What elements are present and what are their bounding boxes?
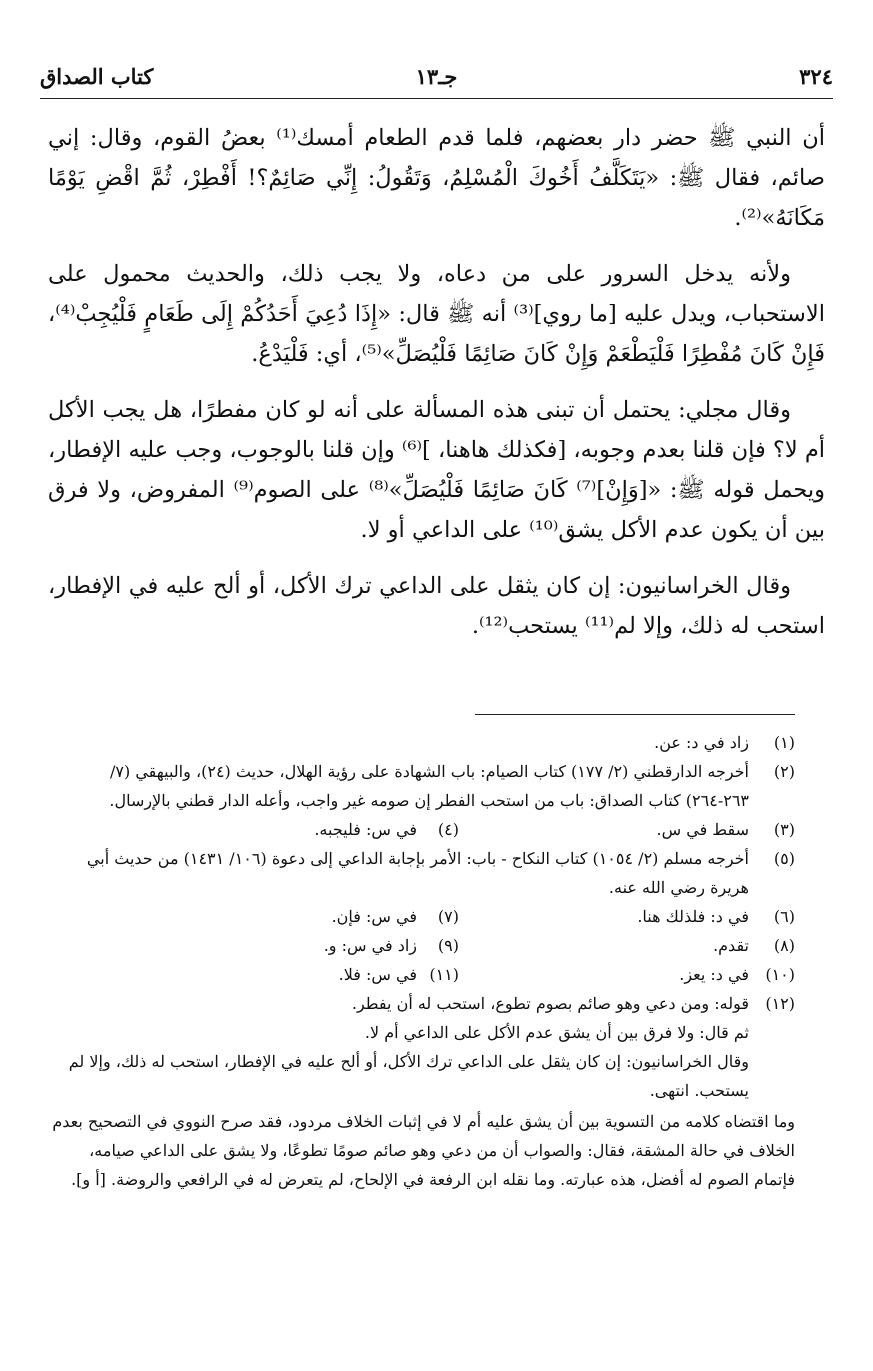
footnote-number: (١) — [773, 733, 795, 752]
footnotes — [50, 728, 795, 1194]
volume-number: جـ١٣ — [415, 64, 458, 89]
paragraph: أن النبي ﷺ حضر دار بعضهم، فلما قدم الطعام أمسك⁽¹⁾ بعضُ القوم، وقال: إني صائم، فقال ﷺ: «يَتَكَلَّفُ أَخُوكَ الْمُسْلِمُ، وَتَقُولُ: إِنِّي صَائِمٌ؟! أَفْطِرْ، ثُمَّ اقْضِ يَوْمًا مَكَانَهُ»⁽²⁾. — [48, 125, 825, 231]
footnote-text: أخرجه مسلم (٢/ ١٠٥٤) كتاب النكاح - باب: الأمر بإجابة الداعي إلى دعوة (١٠٦/ ١٤٣١) من حديث أبي هريرة رضي الله عنه. — [86, 849, 749, 897]
footnote-number: (٢) — [773, 762, 795, 781]
footnote-12-quote-line: ثم قال: ولا فرق بين أن يشق عدم الأكل على الداعي أم لا. — [364, 1023, 749, 1042]
footnote-separator — [475, 714, 795, 715]
footnote-text: في د: فلذلك هنا. — [637, 907, 749, 926]
paragraph: وقال الخراسانيون: إن كان يثقل على الداعي ترك الأكل، أو ألح عليه في الإفطار، استحب له ذلك، وإلا لم⁽¹¹⁾ يستحب⁽¹²⁾. — [48, 573, 825, 639]
paragraph: وقال مجلي: يحتمل أن تبنى هذه المسألة على أنه لو كان مفطرًا، هل يجب الأكل أم لا؟ فإن قلنا بعدم وجوبه، [فكذلك هاهنا، ]⁽⁶⁾ وإن قلنا بالوجوب، وجب عليه الإفطار، ويحمل قوله ﷺ: «[وَإِنْ]⁽⁷⁾ كَانَ صَائِمًا فَلْيُصَلِّ»⁽⁸⁾ على الصوم⁽⁹⁾ المفروض، ولا فرق بين أن يكون عدم الأكل يشق⁽¹⁰⁾ على الداعي أو لا. — [48, 397, 825, 543]
footnote-row-8-9 — [50, 931, 795, 960]
footnote-text: قوله: ومن دعي وهو صائم بصوم تطوع، استحب له أن يفطر. — [351, 994, 749, 1013]
footnote-4 — [314, 815, 459, 844]
main-text — [48, 118, 825, 662]
footnote-row-3-4 — [50, 815, 795, 844]
footnote-1 — [50, 728, 795, 757]
paragraph: ولأنه يدخل السرور على من دعاه، ولا يجب ذلك، والحديث محمول على الاستحباب، ويدل عليه [ما روي]⁽³⁾ أنه ﷺ قال: «إِذَا دُعِيَ أَحَدُكُمْ إِلَى طَعَامٍ فَلْيُجِبْ⁽⁴⁾، فَإِنْ كَانَ مُفْطِرًا فَلْيَطْعَمْ وَإِنْ كَانَ صَائِمًا فَلْيُصَلِّ»⁽⁵⁾، أي: فَلْيَدْعُ. — [48, 261, 825, 367]
footnote-text: في س: فليجبه. — [314, 820, 417, 839]
footnote-number: (٩) — [437, 936, 459, 955]
footnote-number: (١٢) — [765, 994, 795, 1013]
footnote-number: (٤) — [437, 820, 459, 839]
footnote-12-quote-line: وقال الخراسانيون: إن كان يثقل على الداعي ترك الأكل، أو ألح عليه في الإفطار، استحب له ذلك، وإلا لم يستحب. انتهى. — [68, 1052, 749, 1100]
book-title: كتاب الصداق — [40, 64, 154, 89]
footnote-text: في س: فإن. — [331, 907, 417, 926]
footnote-number: (٣) — [773, 820, 795, 839]
footnote-number: (٨) — [773, 936, 795, 955]
footnote-5 — [50, 844, 795, 902]
footnote-7 — [332, 902, 459, 931]
footnote-number: (٧) — [437, 907, 459, 926]
page-number: ٣٢٤ — [799, 64, 833, 89]
footnote-row-10-11 — [50, 960, 795, 989]
footnote-row-6-7 — [50, 902, 795, 931]
footnote-number: (٦) — [773, 907, 795, 926]
footnote-12 — [50, 989, 795, 1018]
footnote-text: في س: فلا. — [338, 965, 417, 984]
footnote-text: تقدم. — [713, 936, 749, 955]
page-header — [40, 62, 833, 99]
footnote-text: في د: يعز. — [679, 965, 749, 984]
footnote-11 — [339, 960, 459, 989]
footnote-text: أخرجه الدارقطني (٢/ ١٧٧) كتاب الصيام: باب الشهادة على رؤية الهلال، حديث (٢٤)، والبيهقي (٧/ ٢٦٣-٢٦٤) كتاب الصداق: باب من استحب الفطر إن صومه غير واجب، وأعله الدار قطني بالإرسال. — [109, 762, 749, 810]
footnote-number: (١٠) — [765, 965, 795, 984]
footnote-number: (١١) — [429, 965, 459, 984]
footnote-number: (٥) — [773, 849, 795, 868]
footnote-text: سقط في س. — [656, 820, 749, 839]
footnote-12-comment: وما اقتضاه كلامه من التسوية بين أن يشق عليه أم لا في إثبات الخلاف مردود، فقد صرح النووي في التصحيح بعدم الخلاف في حالة المشقة، فقال: والصواب أن من دعي وهو صائم صومًا تطوعًا، ولا يشق على الداعي صيامه، فإتمام الصوم له أفضل، هذه عبارته. وما نقله ابن الرفعة في الإلحاح، لم يتعرض له في الرافعي والروضة. [أ و]. — [52, 1112, 795, 1189]
footnote-text: زاد في د: عن. — [654, 733, 749, 752]
footnote-text: زاد في س: و. — [323, 936, 417, 955]
footnote-9 — [324, 931, 459, 960]
footnote-2 — [50, 757, 795, 815]
